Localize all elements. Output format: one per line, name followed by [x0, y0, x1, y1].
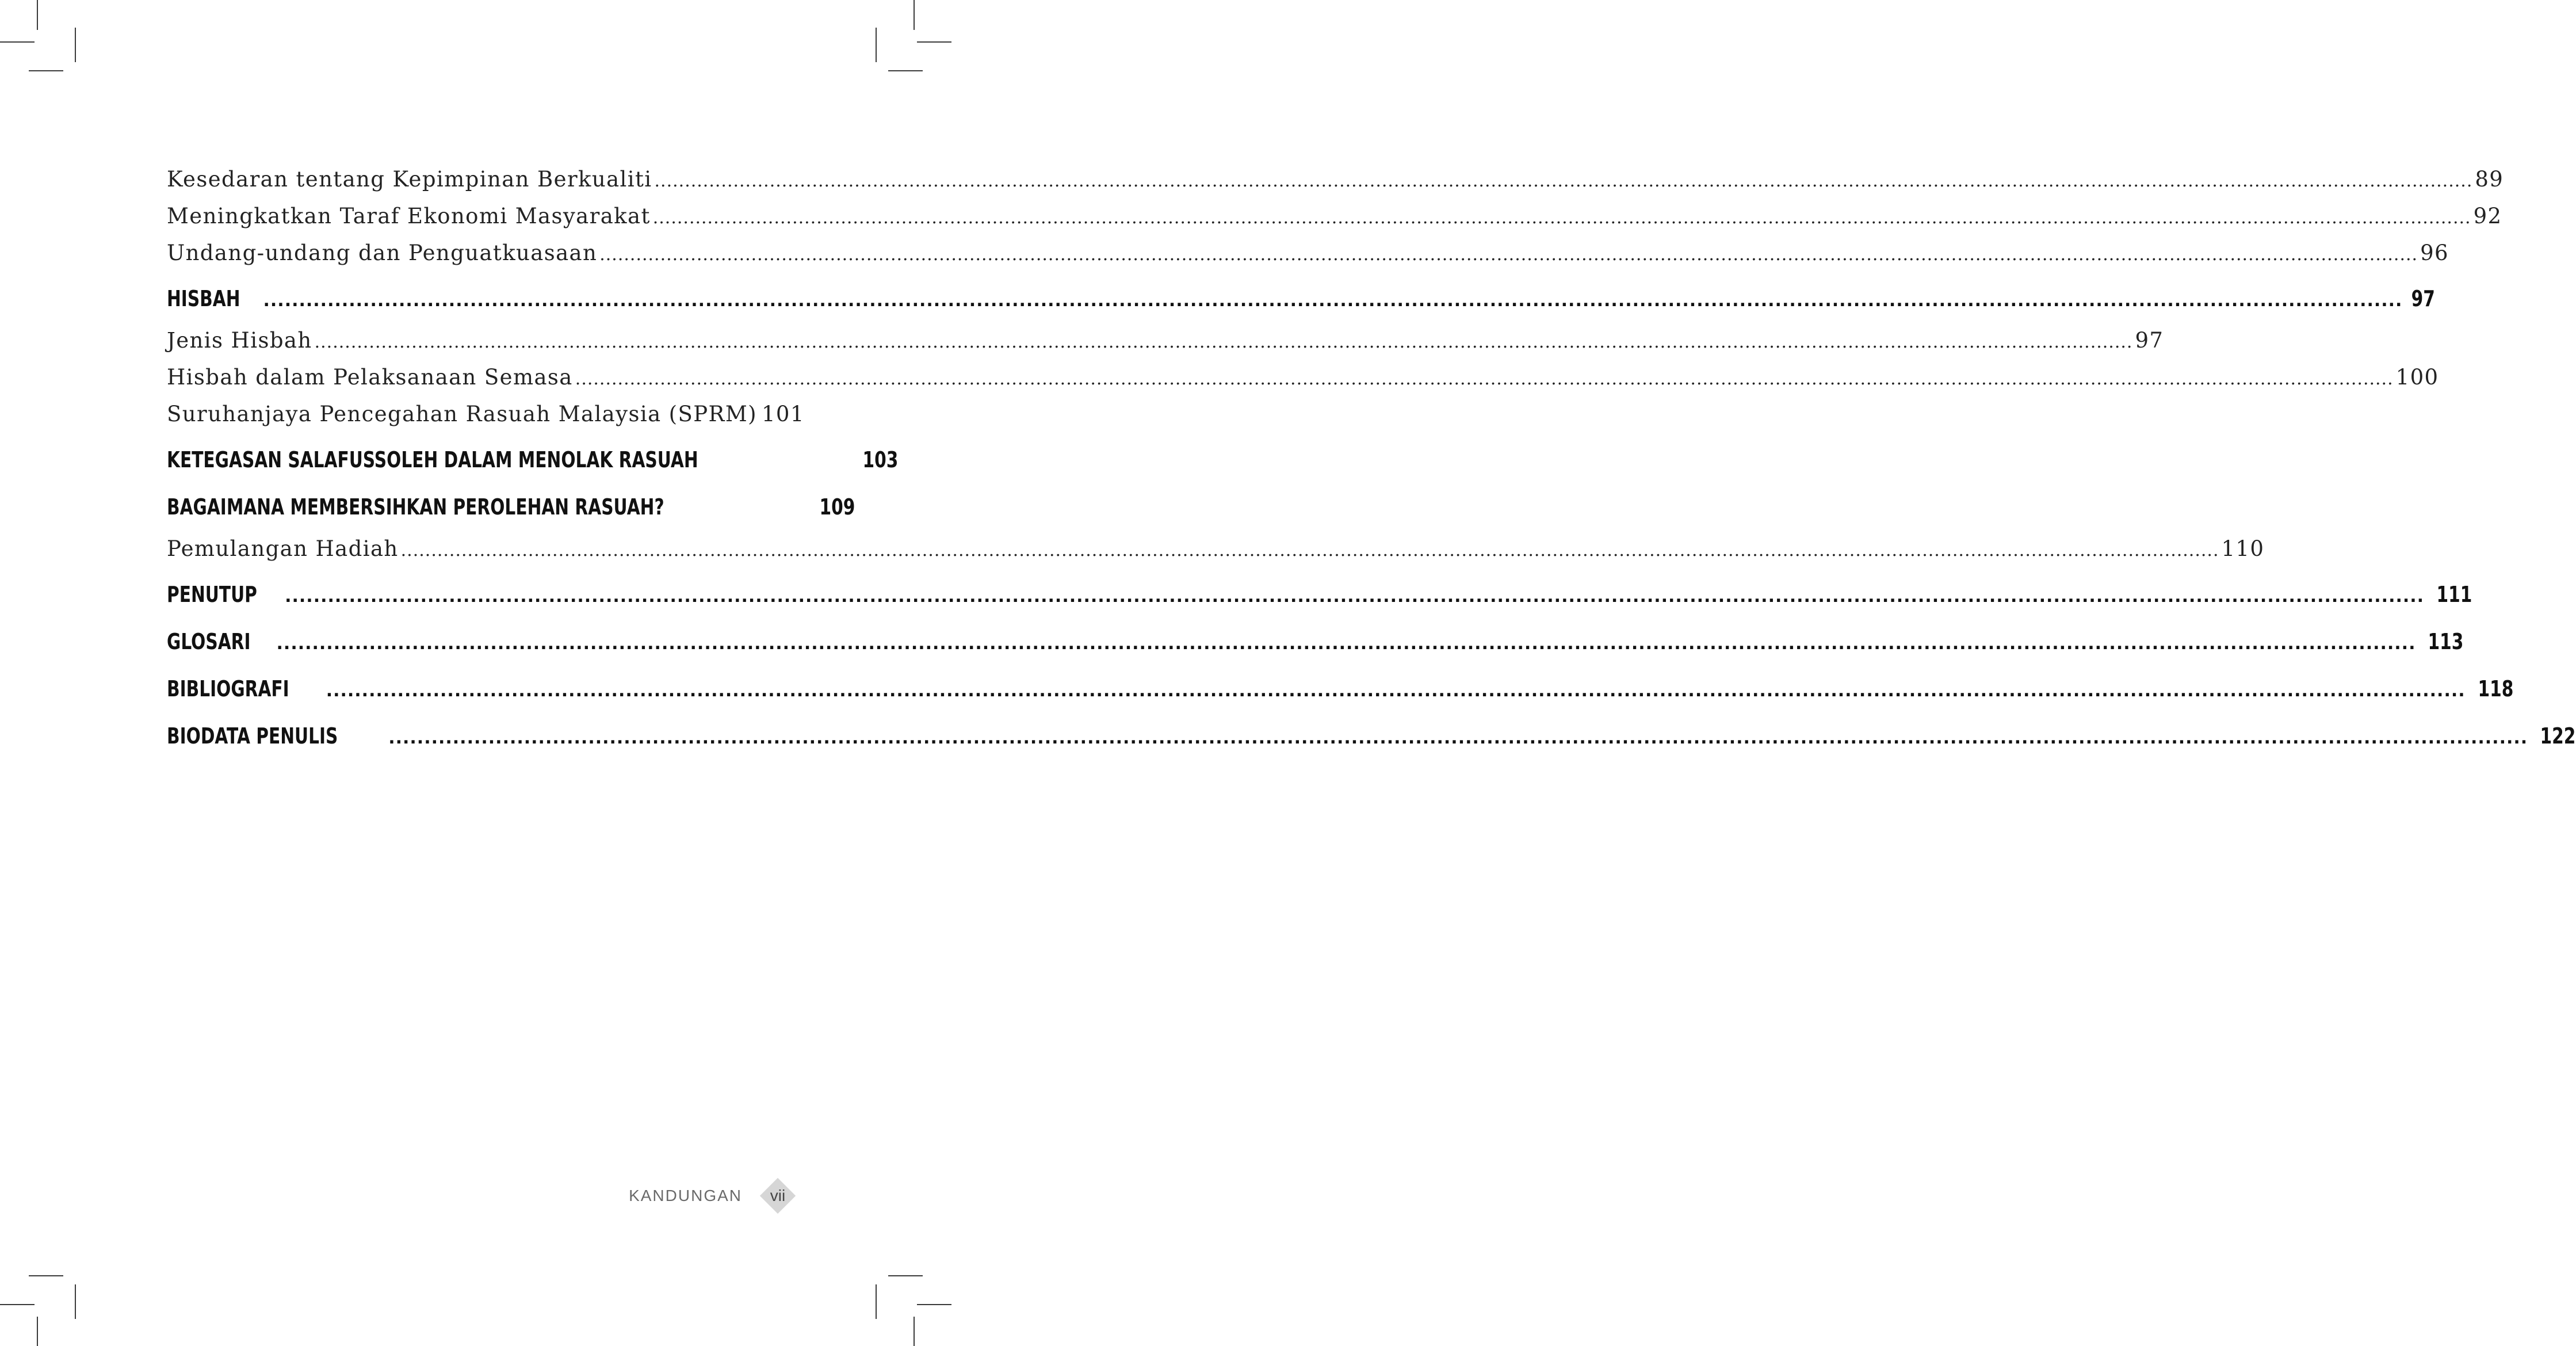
table-of-contents — [167, 161, 2576, 760]
dot-leader: ............................................................................................................................................................................................................................................................................................................ — [276, 634, 2416, 654]
toc-chapter-entry[interactable] — [167, 712, 2576, 760]
section-label: KANDUNGAN — [629, 1187, 742, 1204]
toc-entry[interactable] — [167, 396, 805, 433]
page-footer — [629, 1177, 796, 1214]
toc-entry-title: Pemulangan Hadiah — [167, 536, 399, 561]
toc-entry-title: Hisbah dalam Pelaksanaan Semasa — [167, 365, 573, 390]
toc-entry-page: 96 — [2420, 241, 2449, 265]
toc-chapter-title: HISBAH — [167, 286, 240, 311]
toc-entry-page: 92 — [2473, 204, 2502, 228]
dot-leader: ............................................................................................................................................................................................................................................................................................................ — [263, 291, 2403, 311]
toc-chapter-entry[interactable] — [167, 436, 899, 483]
crop-mark — [29, 1275, 63, 1276]
toc-chapter-entry[interactable] — [167, 275, 2436, 322]
toc-chapter-title: GLOSARI — [167, 629, 251, 654]
toc-entry[interactable] — [167, 359, 2439, 396]
toc-chapter-page: 109 — [819, 494, 855, 520]
crop-mark — [75, 28, 76, 62]
crop-mark — [914, 0, 915, 30]
toc-entry-title: Kesedaran tentang Kepimpinan Berkualiti — [167, 167, 652, 192]
crop-mark — [917, 1304, 951, 1305]
crop-mark — [0, 1304, 35, 1305]
toc-entry-title: Meningkatkan Taraf Ekonomi Masyarakat — [167, 204, 651, 228]
dot-leader: ............................................................................................................................................................................................................................................................................................................ — [599, 245, 2418, 265]
dot-leader: ............................................................................................................................................................................................................................................................................................................ — [314, 332, 2133, 352]
crop-mark — [914, 1317, 915, 1346]
toc-chapter-entry[interactable] — [167, 571, 2472, 618]
crop-mark — [876, 1284, 877, 1319]
crop-mark — [29, 70, 63, 71]
toc-chapter-entry[interactable] — [167, 618, 2464, 665]
toc-entry-title: Jenis Hisbah — [167, 328, 312, 353]
toc-chapter-entry[interactable] — [167, 665, 2513, 712]
toc-chapter-title: PENUTUP — [167, 582, 257, 607]
toc-entry-page: 97 — [2135, 328, 2164, 353]
toc-entry-title: Undang-undang dan Penguatkuasaan — [167, 241, 598, 265]
crop-mark — [876, 28, 877, 62]
crop-mark — [37, 0, 38, 30]
toc-entry[interactable] — [167, 161, 2504, 198]
page-number: vii — [770, 1187, 786, 1204]
toc-chapter-title: BAGAIMANA MEMBERSIHKAN PEROLEHAN RASUAH? — [167, 494, 664, 520]
toc-chapter-title: KETEGASAN SALAFUSSOLEH DALAM MENOLAK RASUAH — [167, 447, 698, 472]
toc-chapter-page: 111 — [2436, 582, 2472, 607]
toc-chapter-page: 103 — [862, 447, 899, 472]
toc-entry[interactable] — [167, 235, 2449, 272]
toc-chapter-entry[interactable] — [167, 483, 855, 531]
toc-chapter-page: 122 — [2540, 723, 2576, 749]
dot-leader: ............................................................................................................................................................................................................................................................................................................ — [652, 208, 2471, 228]
toc-entry[interactable] — [167, 198, 2502, 235]
crop-mark — [0, 41, 35, 43]
toc-chapter-page: 118 — [2478, 676, 2513, 701]
crop-mark — [75, 1284, 76, 1319]
dot-leader: ............................................................................................................................................................................................................................................................................................................ — [326, 681, 2466, 701]
dot-leader: ............................................................................................................................................................................................................................................................................................................ — [400, 540, 2219, 560]
dot-leader: ............................................................................................................................................................................................................................................................................................................ — [654, 171, 2473, 191]
crop-mark — [888, 1275, 923, 1276]
crop-mark — [37, 1317, 38, 1346]
toc-entry[interactable] — [167, 322, 2164, 359]
toc-chapter-title: BIODATA PENULIS — [167, 723, 338, 749]
toc-entry-page: 100 — [2395, 365, 2439, 390]
page-number-badge — [759, 1177, 796, 1214]
toc-entry-page: 89 — [2475, 167, 2504, 192]
crop-mark — [917, 41, 951, 43]
toc-entry-title: Suruhanjaya Pencegahan Rasuah Malaysia (SPRM) — [167, 402, 757, 426]
dot-leader: ............................................................................................................................................................................................................................................................................................................ — [575, 369, 2394, 389]
toc-chapter-page: 113 — [2428, 629, 2464, 654]
toc-entry-page: 101 — [761, 402, 805, 426]
toc-entry[interactable] — [167, 531, 2265, 567]
dot-leader: ............................................................................................................................................................................................................................................................................................................ — [388, 728, 2528, 748]
toc-chapter-title: BIBLIOGRAFI — [167, 676, 289, 701]
toc-chapter-page: 97 — [2411, 286, 2436, 311]
crop-mark — [888, 70, 923, 71]
dot-leader: ............................................................................................................................................................................................................................................................................................................ — [285, 586, 2425, 607]
toc-entry-page: 110 — [2221, 536, 2265, 561]
